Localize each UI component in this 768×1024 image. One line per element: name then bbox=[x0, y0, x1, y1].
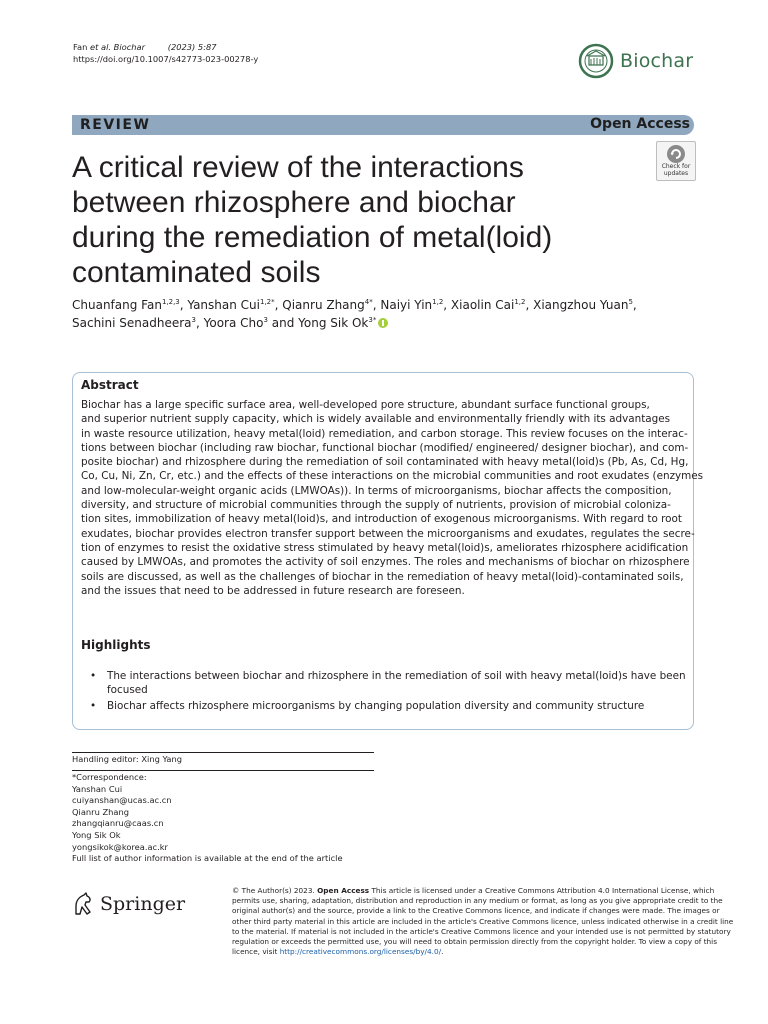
citation-year-volume: (2023) 5:87 bbox=[167, 42, 217, 52]
highlights-list bbox=[90, 669, 690, 714]
correspondence-name: Qianru Zhang bbox=[72, 806, 130, 817]
abstract-line: Co, Cu, Ni, Zn, Cr, etc.) and the effects of these interactions on the microbial communities and root exudates (enzymes bbox=[81, 470, 704, 483]
correspondence-label: *Correspondence: bbox=[72, 772, 147, 782]
license-line: other third party material in this article are included in the article's Creative Commons licence, unless indicated otherwise in a credit line bbox=[232, 916, 734, 926]
author-affiliation: 1,2,3 bbox=[161, 298, 180, 306]
abstract-line: and the issues that need to be addressed in future research are foreseen. bbox=[81, 584, 465, 597]
footnote-rule bbox=[72, 752, 374, 753]
license-period: . bbox=[441, 947, 444, 957]
article-title bbox=[72, 150, 632, 290]
abstract-line: exudates, biochar provides electron transfer support between the microorganisms and exudates, regulates the secre- bbox=[81, 527, 695, 540]
highlight-item bbox=[90, 699, 690, 713]
title-line: contaminated soils bbox=[72, 256, 321, 289]
license-line: permits use, sharing, adaptation, distribution and reproduction in any medium or format, as long as you give appropriate credit to the bbox=[232, 896, 723, 906]
abstract-line: soils are discussed, as well as the challenges of biochar in the remediation of heavy metal(loid)-contaminated soils, bbox=[81, 570, 684, 583]
abstract-line: posite biochar) and rhizosphere during the remediation of soil contaminated with heavy metal(loid)s (Pb, As, Cd, Hg, bbox=[81, 456, 689, 469]
publisher-name: Springer bbox=[100, 893, 186, 915]
publisher-logo[interactable] bbox=[72, 891, 185, 917]
author-name[interactable]: Yong Sik Ok bbox=[298, 316, 369, 330]
author-name[interactable]: Chuanfang Fan bbox=[72, 298, 162, 312]
author-affiliation: 1,2 bbox=[514, 298, 526, 306]
author-affiliation: 3 bbox=[263, 316, 268, 324]
journal-brand[interactable] bbox=[578, 43, 693, 79]
license-link[interactable]: http://creativecommons.org/licenses/by/4.0/ bbox=[279, 947, 442, 957]
license-visit: licence, visit bbox=[232, 947, 280, 957]
author-name[interactable]: Qianru Zhang bbox=[282, 298, 365, 312]
author-name[interactable]: Xiaolin Cai bbox=[450, 298, 515, 312]
author-info-note: Full list of author information is available at the end of the article bbox=[72, 853, 343, 864]
author-name[interactable]: Naiyi Yin bbox=[380, 298, 433, 312]
correspondence-email[interactable]: yongsikok@korea.ac.kr bbox=[72, 841, 168, 852]
author-affiliation: 1,2* bbox=[259, 298, 275, 306]
abstract-heading: Abstract bbox=[81, 378, 139, 392]
abstract-line: tion sites, immobilization of heavy metal(loid)s, and introduction of exogenous microorganisms. With regard to root bbox=[81, 513, 682, 526]
check-updates-line1: Check for bbox=[661, 163, 691, 170]
title-line: between rhizosphere and biochar bbox=[72, 186, 516, 219]
license-intro: This article is licensed under a Creative Commons Attribution 4.0 International License, which bbox=[369, 886, 715, 895]
license-line: to the material. If material is not included in the article's Creative Commons licence and your intended use is not permitted by statutory bbox=[232, 926, 731, 936]
abstract-line: tion of enzymes to resist the oxidative stress stimulated by heavy metal(loid)s, ameliorates rhizosphere acidification bbox=[81, 541, 689, 554]
check-updates-line2: updates bbox=[663, 169, 689, 177]
citation bbox=[73, 41, 258, 65]
license-line: regulation or exceeds the permitted use, you will need to obtain permission directly from the copyright holder. To view a copy of this bbox=[232, 937, 718, 947]
citation-journal: et al. Biochar bbox=[90, 42, 146, 52]
author-name[interactable]: Sachini Senadheera bbox=[72, 316, 192, 330]
abstract-line: tions between biochar (including raw biochar, functional biochar (modified/ engineered/ designer biochar), and com- bbox=[81, 441, 689, 454]
check-updates-icon bbox=[667, 145, 685, 163]
title-line: during the remediation of metal(loid) bbox=[72, 221, 553, 254]
correspondence-block bbox=[72, 772, 343, 865]
springer-horse-icon bbox=[72, 892, 94, 916]
author-affiliation: 3 bbox=[191, 316, 196, 324]
license-open-access: Open Access bbox=[317, 886, 370, 895]
highlight-item bbox=[90, 669, 690, 698]
license-line: original author(s) and the source, provide a link to the Creative Commons licence, and indicate if changes were made. The images or bbox=[232, 906, 720, 916]
correspondence-email[interactable]: cuiyanshan@ucas.ac.cn bbox=[72, 795, 172, 806]
author-name[interactable]: Yanshan Cui bbox=[187, 298, 260, 312]
abstract-line: diversity, and structure of microbial communities through the supply of nutrients, provision of microbial coloniza- bbox=[81, 499, 671, 512]
title-line: A critical review of the interactions bbox=[72, 151, 524, 184]
author-list: Chuanfang Fan$^{1,2,3}$, Yanshan Cui$^{1,2*}$, Qianru Zhang$^{4*}$, Naiyi Yin$^{1,2}$, Xiaolin Cai$^{1,2}$, Xiangzhou Yuan$^5$, Sachini Senadheera$^3$, Yoora Cho$^3$ and Yong Sik $Ok^{3*}$ bbox=[72, 298, 637, 330]
author-name[interactable]: Yoora Cho bbox=[203, 316, 264, 330]
author-affiliation: 3* bbox=[368, 316, 377, 324]
article-type-label: REVIEW bbox=[80, 117, 151, 133]
author-name[interactable]: Xiangzhou Yuan bbox=[533, 298, 629, 312]
abstract-line: and superior nutrient supply capacity, which is widely available and environmentally friendly with its advantages bbox=[81, 413, 671, 426]
check-for-updates-button[interactable] bbox=[656, 141, 696, 181]
abstract-body bbox=[81, 398, 704, 598]
bullet-icon: • bbox=[90, 699, 97, 712]
license-text bbox=[232, 886, 734, 957]
author-affiliation: 1,2 bbox=[432, 298, 444, 306]
author-affiliation: 4* bbox=[364, 298, 373, 306]
abstract-line: and low-molecular-weight organic acids (LMWOAs)). In terms of microorganisms, biochar affects the composition, bbox=[81, 484, 672, 497]
abstract-line: Biochar has a large specific surface area, well-developed pore structure, abundant surface functional groups, bbox=[81, 399, 650, 411]
orcid-icon[interactable] bbox=[378, 318, 388, 328]
highlight-text: The interactions between biochar and rhizosphere in the remediation of soil with heavy metal(loid)s have been focused bbox=[107, 670, 686, 697]
correspondence-name: Yong Sik Ok bbox=[72, 829, 121, 840]
bullet-icon: • bbox=[90, 670, 97, 682]
handling-editor: Handling editor: Xing Yang bbox=[72, 754, 183, 764]
open-access-label: Open Access bbox=[590, 116, 690, 132]
citation-author: Fan bbox=[73, 42, 88, 52]
doi-link[interactable]: https://doi.org/10.1007/s42773-023-00278-y bbox=[73, 54, 259, 64]
correspondence-name: Yanshan Cui bbox=[72, 783, 123, 794]
journal-name: Biochar bbox=[620, 50, 694, 72]
highlight-text: Biochar affects rhizosphere microorganisms by changing population diversity and community structure bbox=[107, 699, 645, 712]
abstract-line: caused by LMWOAs, and promotes the activity of soil enzymes. The roles and mechanisms of biochar on rhizosphere bbox=[81, 556, 690, 569]
abstract-line: in waste resource utilization, heavy metal(loid) remediation, and carbon storage. This review focuses on the interac- bbox=[81, 427, 688, 440]
highlights-heading: Highlights bbox=[81, 638, 151, 652]
correspondence-email[interactable]: zhangqianru@caas.cn bbox=[72, 818, 164, 829]
biochar-logo-icon bbox=[578, 43, 614, 79]
license-copyright: © The Author(s) 2023. bbox=[232, 886, 318, 895]
footnote-rule bbox=[72, 770, 374, 771]
author-affiliation: 5 bbox=[628, 298, 633, 306]
